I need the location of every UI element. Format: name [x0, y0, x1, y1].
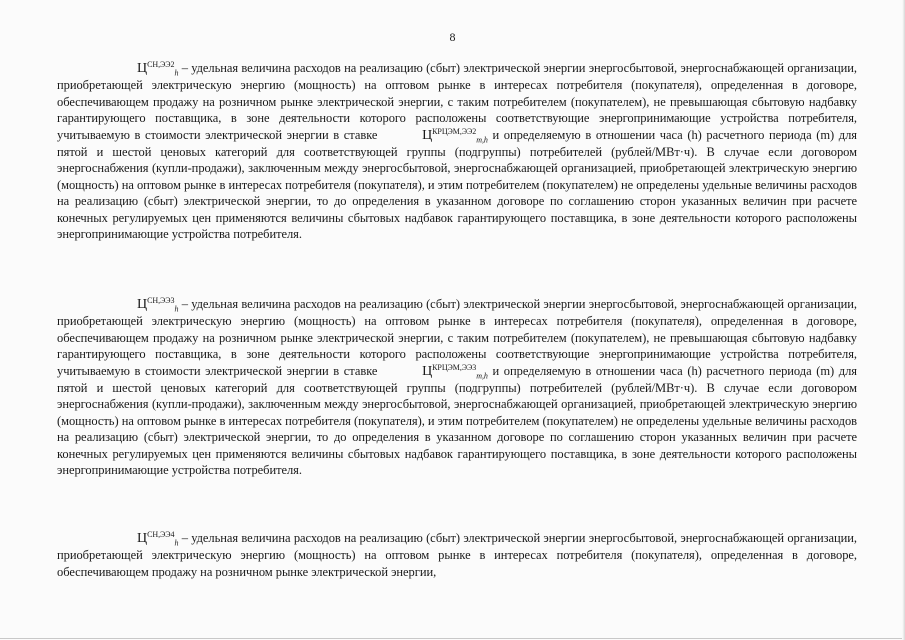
paragraph-lead: – удельная величина расходов на реализацию (сбыт) электрической энергии энергосбытовой, энергоснабжающей организации, приобретающей электрическую энергию (мощность) на оптовом рынке в интересах потребителя (покупателя), определенная в договоре, обеспечивающем продажу на розничном рынке электрической энергии, с таким потребителем (покупателем), не превышающая сбытовую надбавку гарантирующего поставщика, в зоне деятельности которого расположены соответствующие энергопринимающие устройства потребителя, учитываемую в стоимости электрической энергии в ставке — [57, 297, 857, 378]
paragraph-tail: и определяемую в отношении часа (h) расчетного периода (m) для пятой и шестой ценовых категорий для соответствующей группы (подгруппы) потребителей (рублей/МВт·ч). В случае если договором энергоснабжения (купли-продажи), заключенным между энергосбытовой, энергоснабжающей организацией, приобретающей электрическую энергию (мощность) на оптовом рынке в интересах потребителя (покупателя), и этим потребителем (покупателем) не определены удельные величины расходов на реализацию (сбыт) электрической энергии, то до определения в указанном договоре по соглашению сторон указанных величин при расчете конечных регулируемых цен применяются величины сбытовых надбавок гарантирующего поставщика, в зоне деятельности которого расположены энергопринимающие устройства потребителя. — [57, 127, 857, 242]
paragraph-lead: – удельная величина расходов на реализацию (сбыт) электрической энергии энергосбытовой, энергоснабжающей организации, приобретающей электрическую энергию (мощность) на оптовом рынке в интересах потребителя (покупателя), определенная в договоре, обеспечивающем продажу на розничном рынке электрической энергии, с таким потребителем (покупателем), не превышающая сбытовую надбавку гарантирующего поставщика, в зоне деятельности которого расположены соответствующие энергопринимающие устройства потребителя, учитываемую в стоимости электрической энергии в ставке — [57, 61, 857, 142]
paragraph-tail: и определяемую в отношении часа (h) расчетного периода (m) для пятой и шестой ценовых категорий для соответствующей группы (подгруппы) потребителей (рублей/МВт·ч). В случае если договором энергоснабжения (купли-продажи), заключенным между энергосбытовой, энергоснабжающей организацией, приобретающей электрическую энергию (мощность) на оптовом рынке в интересах потребителя (покупателя), и этим потребителем (покупателем) не определены удельные величины расходов на реализацию (сбыт) электрической энергии, то до определения в указанном договоре по соглашению сторон указанных величин при расчете конечных регулируемых цен применяются величины сбытовых надбавок гарантирующего поставщика, в зоне деятельности которого расположены энергопринимающие устройства потребителя. — [57, 363, 857, 478]
symbol-ch-krcem-ee3: $Ц^{КРЦЭМ,ЭЭ3}_{m,h}$ — [422, 362, 488, 381]
paragraph-1 — [57, 60, 857, 242]
symbol-ch-sn-ee4: $Ц^{СН,ЭЭ4}_h$ — [137, 529, 179, 548]
symbol-ch-sn-ee2: $Ц^{СН,ЭЭ2}_h$ — [137, 59, 179, 78]
paragraph-text — [57, 296, 857, 478]
paragraph-3 — [57, 530, 857, 580]
paragraph-2 — [57, 296, 857, 478]
paragraph-lead: – удельная величина расходов на реализацию (сбыт) электрической энергии энергосбытовой, энергоснабжающей организации, приобретающей электрическую энергию (мощность) на оптовом рынке в интересах потребителя (покупателя), определенная в договоре, обеспечивающем продажу на розничном рынке электрической энергии, — [57, 531, 857, 579]
scan-artifact-line — [0, 638, 905, 639]
symbol-ch-sn-ee3: $Ц^{СН,ЭЭ3}_h$ — [137, 295, 179, 314]
symbol-ch-krcem-ee2: $Ц^{КРЦЭМ,ЭЭ2}_{m,h}$ — [422, 126, 488, 145]
paragraph-text — [57, 60, 857, 242]
paragraph-text — [57, 530, 857, 580]
page-number: 8 — [449, 30, 456, 44]
